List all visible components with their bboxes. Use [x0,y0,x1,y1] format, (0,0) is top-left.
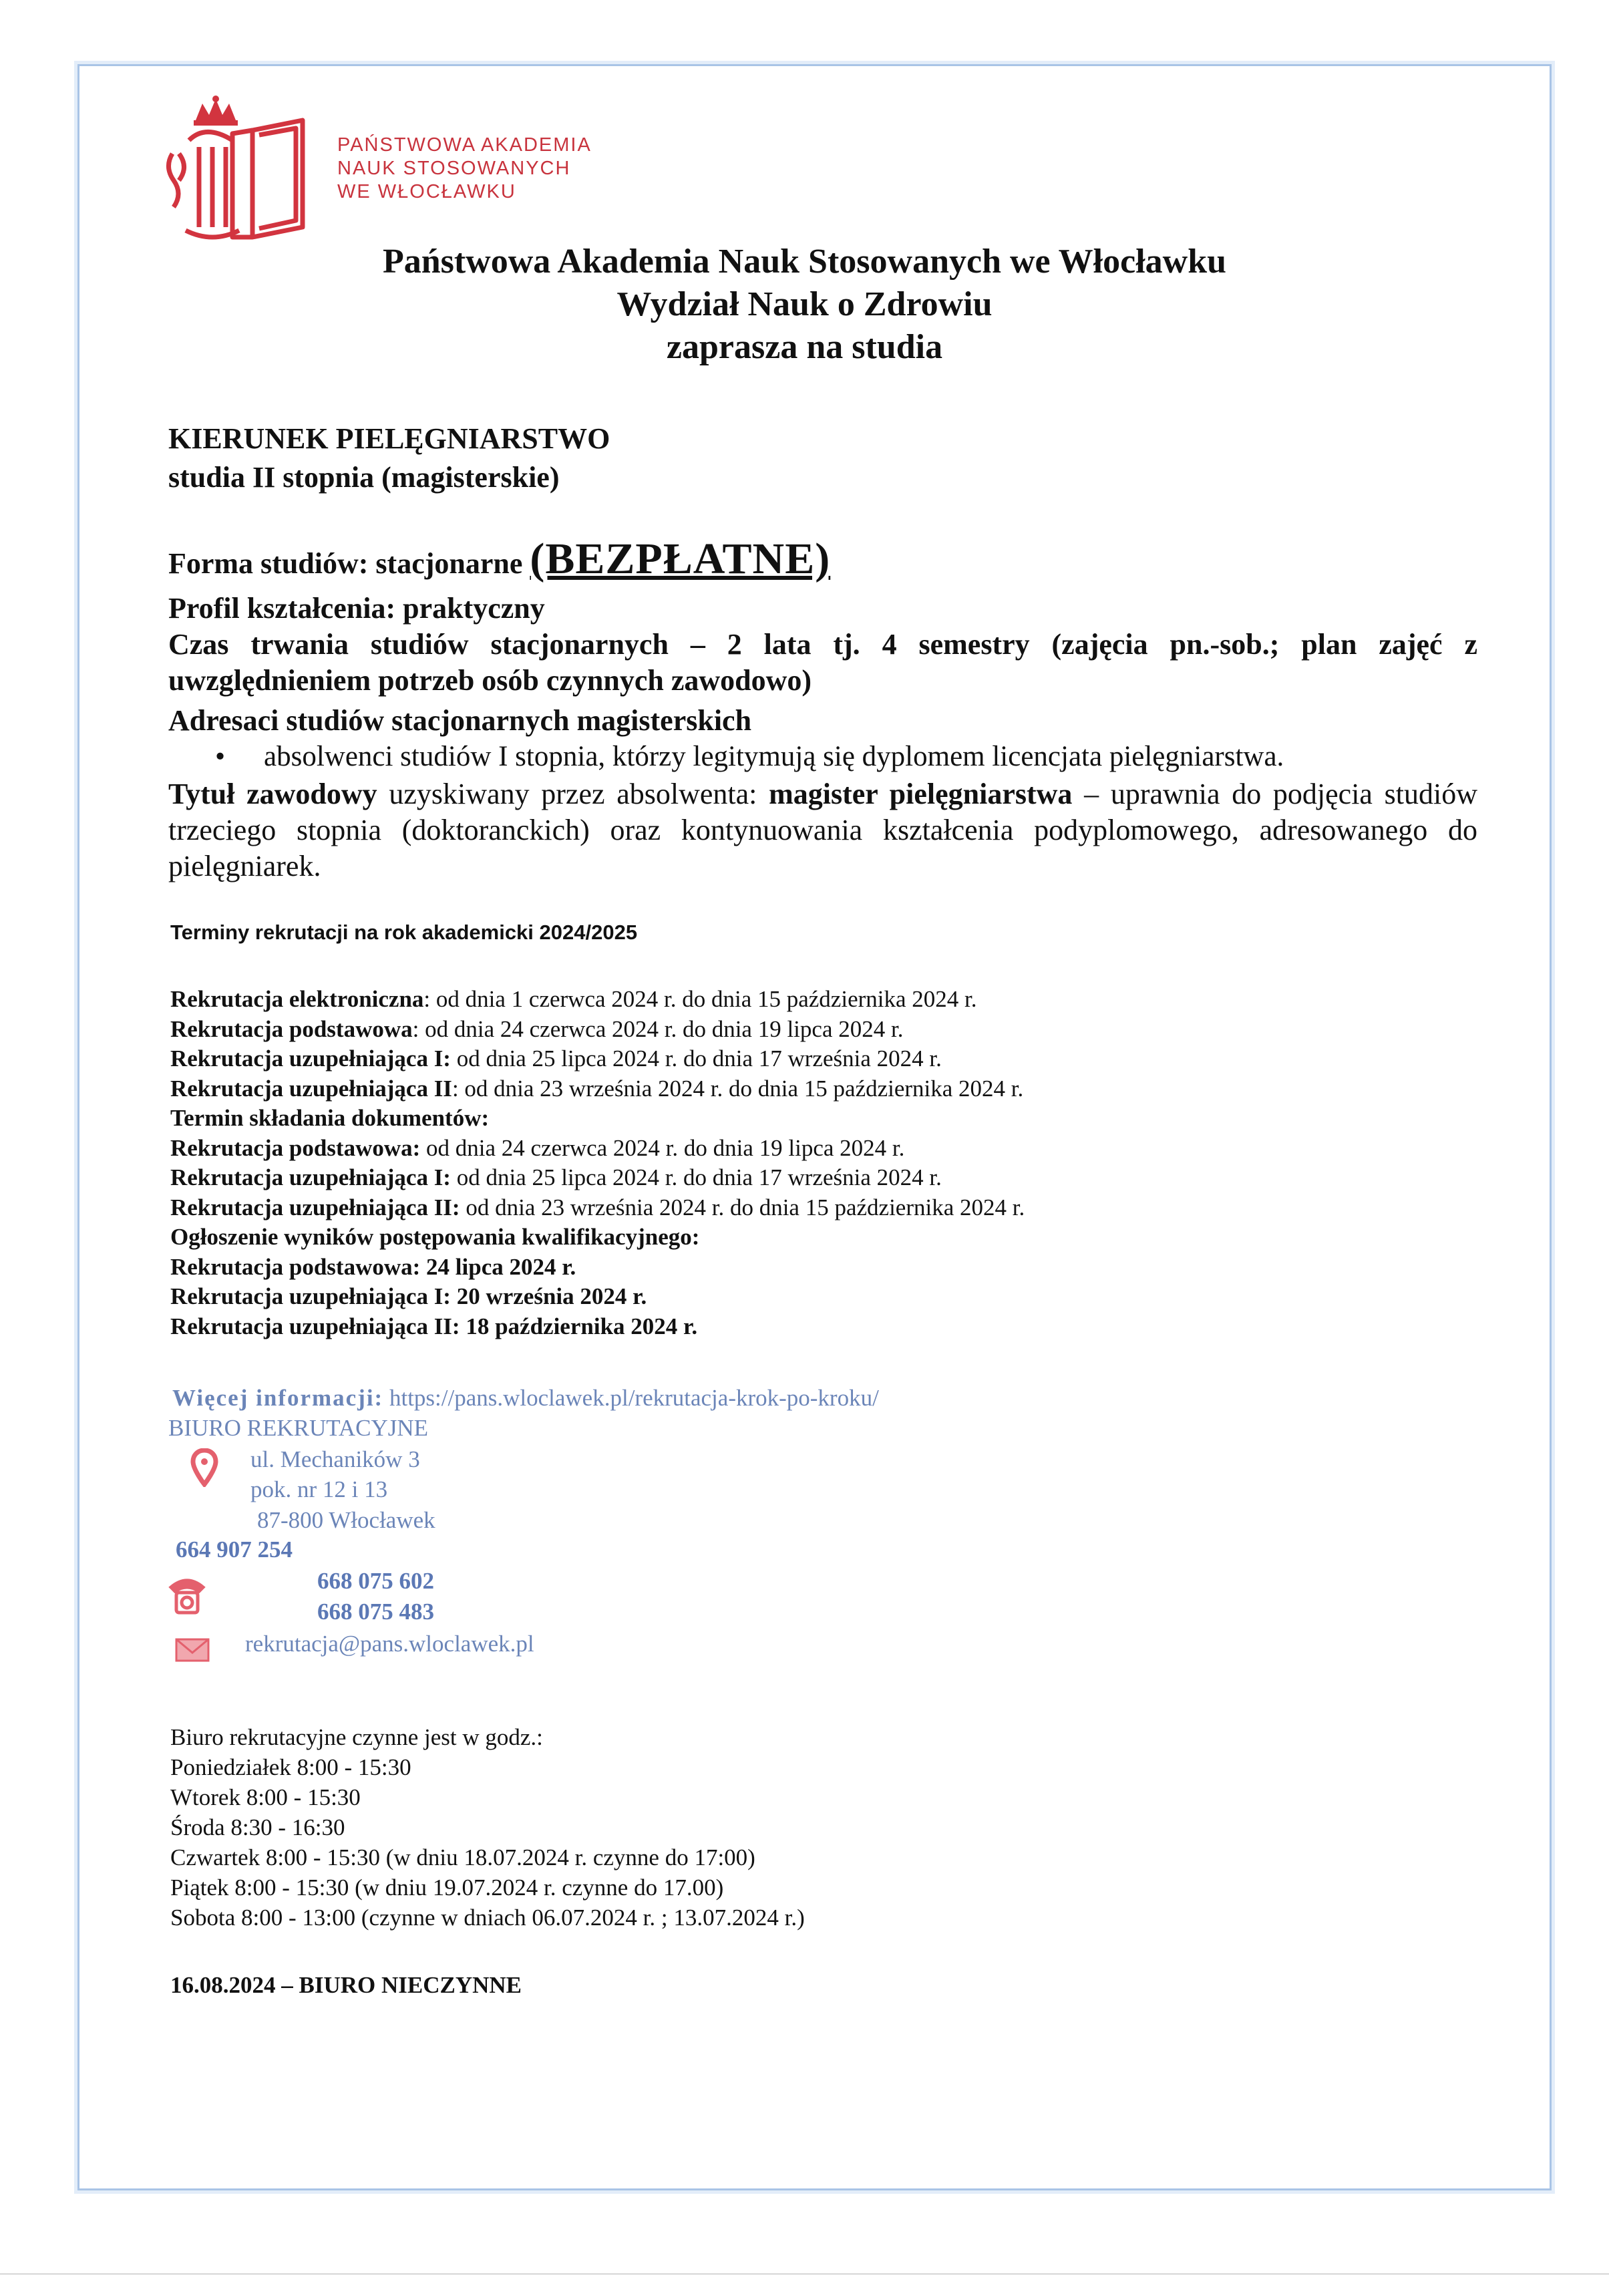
degree-title-mid: uzyskiwany przez absolwenta: [377,778,769,810]
hours-line: Piątek 8:00 - 15:30 (w dniu 19.07.2024 r. czynne do 17.00) [170,1874,724,1901]
schedule-row [170,1104,1025,1134]
page-header [0,240,1609,369]
more-info-label: Więcej informacji: [172,1385,384,1411]
schedule-text: : od dnia 23 września 2024 r. do dnia 15 października 2024 r. [452,1075,1024,1102]
schedule-text: od dnia 23 września 2024 r. do dnia 15 października 2024 r. [460,1194,1025,1220]
schedule-text: : od dnia 24 czerwca 2024 r. do dnia 19 lipca 2024 r. [412,1015,904,1042]
terms-title: Terminy rekrutacji na rok akademicki 2024/2025 [170,921,638,944]
schedule-text: od dnia 24 czerwca 2024 r. do dnia 19 lipca 2024 r. [420,1134,905,1161]
logo-line-1: PAŃSTWOWA AKADEMIA [337,134,592,156]
schedule-row [170,1044,1025,1074]
page-bottom-divider [0,2273,1609,2275]
schedule-label: Rekrutacja podstawowa: [170,1134,421,1161]
schedule-row [170,1074,1025,1104]
schedule-label: Rekrutacja podstawowa [170,1015,413,1042]
hours-line: Poniedziałek 8:00 - 15:30 [170,1754,411,1780]
schedule-row [170,985,1025,1015]
schedule-text: od dnia 25 lipca 2024 r. do dnia 17 września 2024 r. [450,1045,942,1072]
schedule-row [170,1193,1025,1223]
bullet-icon: • [215,741,226,772]
degree-title-rest: – uprawnia do podjęcia studiów trzeciego stopnia (doktoranckich) oraz kontynuowania kształcenia podyplomowego, adresowanego do pielęgniarek. [168,778,1478,882]
address-city: 87-800 Włocławek [257,1507,435,1533]
phone-second[interactable]: 668 075 602 [317,1568,434,1594]
logo-line-3: WE WŁOCŁAWKU [337,181,516,202]
more-info [172,1383,879,1413]
study-profile: Profil kształcenia: praktyczny [168,592,545,625]
schedule-row [170,1134,1025,1164]
target-group-title: Adresaci studiów stacjonarnych magisterskich [168,704,752,737]
phone-main[interactable]: 664 907 254 [176,1536,293,1563]
schedule-row [170,1282,1025,1312]
schedule-label: Rekrutacja podstawowa: 24 lipca 2024 r. [170,1253,576,1280]
telephone-icon [167,1573,207,1617]
header-invitation: zaprasza na studia [666,328,943,366]
office-hours [170,1722,805,1933]
office-name: BIURO REKRUTACYJNE [168,1415,429,1441]
schedule-row [170,1015,1025,1045]
study-duration: Czas trwania studiów stacjonarnych – 2 lata tj. 4 semestry (zajęcia pn.-sob.; plan zajęć z uwzględnieniem potrzeb osób czynnych zawodowo) [168,628,1477,697]
address-room: pok. nr 12 i 13 [250,1476,388,1502]
study-form [168,534,831,583]
program-subtitle: studia II stopnia (magisterskie) [168,461,560,494]
degree-title-label: Tytuł zawodowy [168,778,377,810]
closed-notice: 16.08.2024 – BIURO NIECZYNNE [170,1972,522,1998]
schedule-label: Termin składania dokumentów: [170,1105,490,1131]
schedule-label: Rekrutacja uzupełniająca II: [170,1194,460,1220]
recruitment-schedule [170,985,1025,1341]
email-link[interactable]: rekrutacja@pans.wloclawek.pl [245,1631,534,1657]
schedule-row [170,1163,1025,1193]
study-form-label: Forma studiów: stacjonarne [168,547,523,580]
logo-text [337,134,592,204]
schedule-label: Rekrutacja uzupełniająca I: 20 września 2024 r. [170,1283,647,1309]
hours-line: Czwartek 8:00 - 15:30 (w dniu 18.07.2024 r. czynne do 17:00) [170,1844,755,1870]
degree-title-value: magister pielęgniarstwa [769,778,1073,810]
program-title: KIERUNEK PIELĘGNIARSTWO [168,422,610,455]
schedule-label: Rekrutacja elektroniczna [170,986,424,1012]
schedule-label: Rekrutacja uzupełniająca II [170,1075,452,1102]
schedule-row [170,1222,1025,1253]
target-group-item: absolwenci studiów I stopnia, którzy legitymują się dyplomem licencjata pielęgniarstwa. [264,741,1284,772]
study-form-free: (BEZPŁATNE) [530,534,831,583]
schedule-text: : od dnia 1 czerwca 2024 r. do dnia 15 października 2024 r. [423,986,977,1012]
degree-title-paragraph [168,776,1477,884]
schedule-label: Rekrutacja uzupełniająca I: [170,1045,451,1072]
logo-line-2: NAUK STOSOWANYCH [337,158,571,179]
schedule-text: od dnia 25 lipca 2024 r. do dnia 17 września 2024 r. [450,1164,942,1190]
schedule-row [170,1253,1025,1283]
header-faculty: Wydział Nauk o Zdrowiu [616,285,993,323]
pans-logo-icon [159,94,326,254]
schedule-label: Rekrutacja uzupełniająca I: [170,1164,451,1190]
schedule-label: Ogłoszenie wyników postępowania kwalifikacyjnego: [170,1224,700,1250]
schedule-label: Rekrutacja uzupełniająca II: 18 października 2024 r. [170,1313,698,1339]
hours-line: Środa 8:30 - 16:30 [170,1814,345,1840]
hours-line: Sobota 8:00 - 13:00 (czynne w dniach 06.07.2024 r. ; 13.07.2024 r.) [170,1905,805,1931]
office-hours-title: Biuro rekrutacyjne czynne jest w godz.: [170,1724,543,1750]
address-street: ul. Mechaników 3 [250,1446,420,1472]
hours-line: Wtorek 8:00 - 15:30 [170,1784,361,1810]
schedule-row [170,1312,1025,1342]
envelope-icon [174,1634,211,1663]
more-info-link[interactable]: https://pans.wloclawek.pl/rekrutacja-krok-po-kroku/ [383,1385,879,1411]
location-pin-icon [190,1448,218,1487]
phone-third[interactable]: 668 075 483 [317,1599,434,1625]
header-institution: Państwowa Akademia Nauk Stosowanych we Włocławku [382,242,1227,281]
